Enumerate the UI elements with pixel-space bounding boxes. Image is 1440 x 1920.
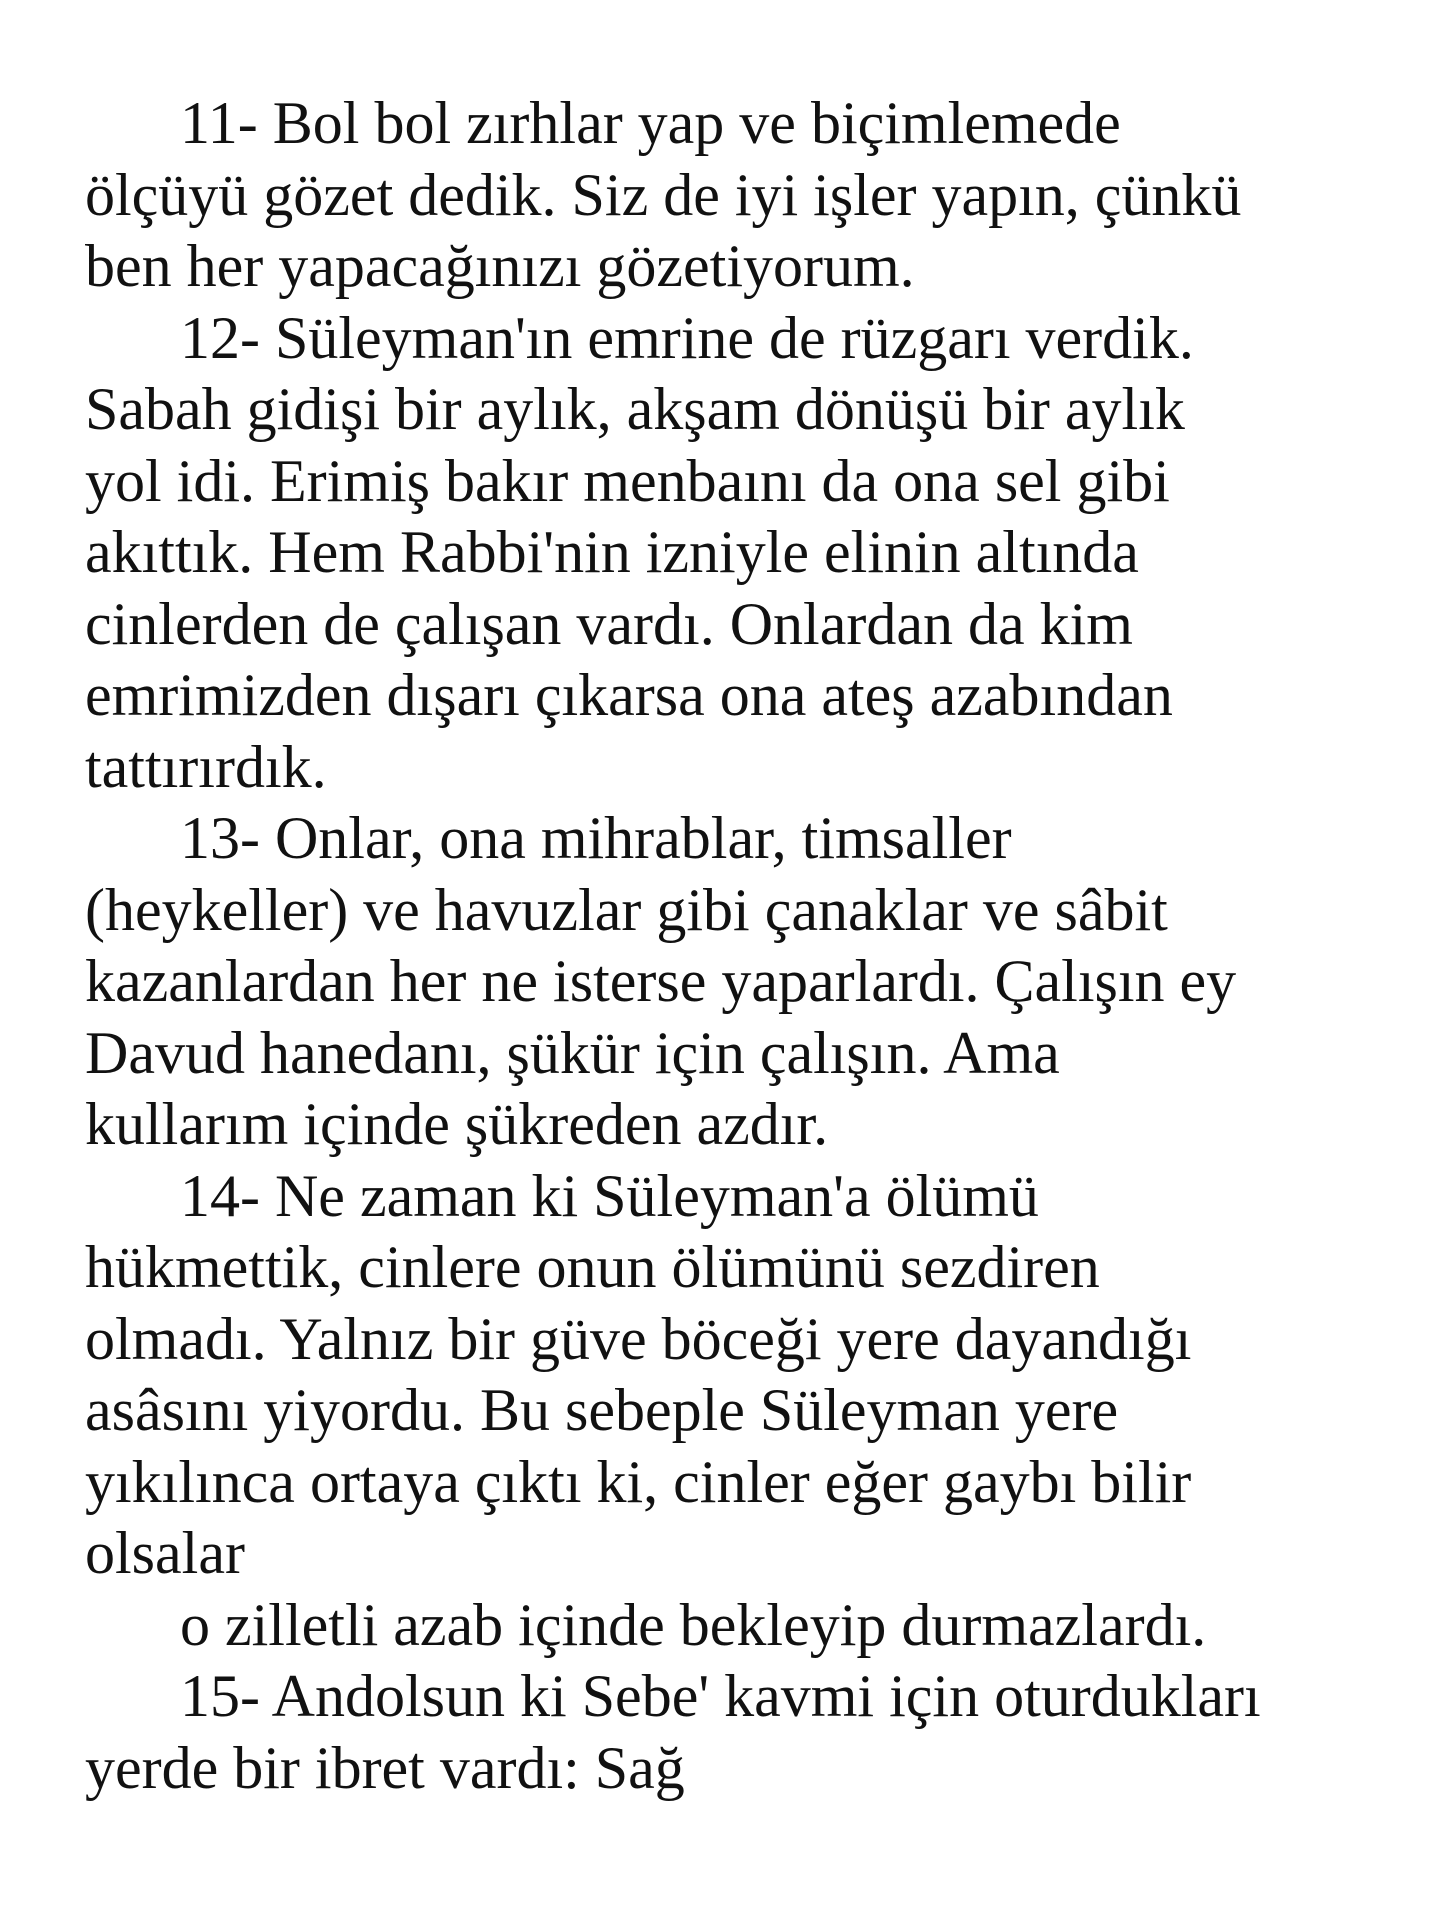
verse-12-line-3: yol idi. Erimiş bakır menbaını da ona sel gibi	[85, 447, 1170, 514]
verse-12-line-7: tattırırdık.	[85, 733, 327, 800]
verse-14-line-7: o zilletli azab içinde bekleyip durmazlardı.	[180, 1591, 1207, 1658]
verse-11-line-3: ben her yapacağınızı gözetiyorum.	[85, 233, 915, 299]
verse-12-line-1: 12- Süleyman'ın emrine de rüzgarı verdik.	[180, 304, 1194, 371]
verse-14-line-4: asâsını yiyordu. Bu sebeple Süleyman yere	[85, 1377, 1119, 1443]
verse-13-line-1: 13- Onlar, ona mihrablar, timsaller	[180, 805, 1012, 871]
verse-13-line-2: (heykeller) ve havuzlar gibi çanaklar ve sâbit	[85, 876, 1168, 943]
verse-12-line-4: akıttık. Hem Rabbi'nin izniyle elinin altında	[85, 519, 1139, 585]
verse-14-line-5: yıkılınca ortaya çıktı ki, cinler eğer gaybı bilir	[85, 1448, 1192, 1515]
verse-14-line-3: olmadı. Yalnız bir güve böceği yere dayandığı	[85, 1305, 1192, 1372]
verse-15-line-2: yerde bir ibret vardı: Sağ	[85, 1734, 685, 1801]
verse-14-line-2: hükmettik, cinlere onun ölümünü sezdiren	[85, 1234, 1100, 1300]
verse-14-line-6: olsalar	[85, 1520, 245, 1586]
verse-11-line-2: ölçüyü gözet dedik. Siz de iyi işler yapın, çünkü	[85, 161, 1242, 228]
verse-12-line-5: cinlerden de çalışan vardı. Onlardan da kim	[85, 590, 1133, 657]
verse-14-line-1: 14- Ne zaman ki Süleyman'a ölümü	[180, 1162, 1039, 1229]
verse-12-line-6: emrimizden dışarı çıkarsa ona ateş azabından	[85, 662, 1173, 728]
verse-11-line-1: 11- Bol bol zırhlar yap ve biçimlemede	[180, 90, 1121, 156]
verse-13-line-5: kullarım içinde şükreden azdır.	[85, 1091, 829, 1157]
verse-13-line-3: kazanlardan her ne isterse yaparlardı. Çalışın ey	[85, 948, 1237, 1014]
verse-15-line-1: 15- Andolsun ki Sebe' kavmi için oturdukları	[180, 1663, 1261, 1729]
verse-13-line-4: Davud hanedanı, şükür için çalışın. Ama	[85, 1019, 1060, 1086]
verse-12-line-2: Sabah gidişi bir aylık, akşam dönüşü bir aylık	[85, 376, 1185, 442]
document-page	[85, 88, 1405, 1804]
